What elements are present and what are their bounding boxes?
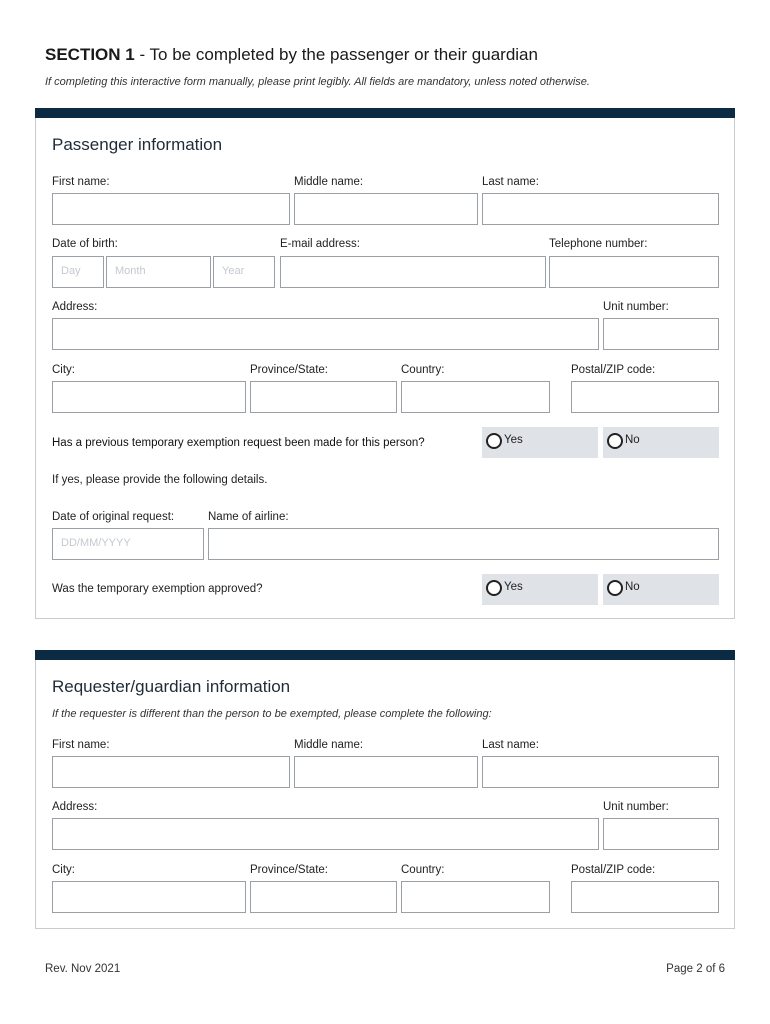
previous-yes-label: Yes (504, 434, 523, 446)
req-country-label: Country: (401, 864, 445, 876)
req-last-name-label: Last name: (482, 739, 539, 751)
req-province-field[interactable] (250, 881, 397, 913)
address-label: Address: (52, 301, 98, 313)
first-name-label: First name: (52, 176, 110, 188)
radio-circle-icon[interactable] (607, 433, 623, 449)
approved-no-label: No (625, 581, 640, 593)
province-field[interactable] (250, 381, 397, 413)
original-date-label: Date of original request: (52, 511, 175, 523)
dob-day-placeholder: Day (61, 265, 81, 277)
req-city-field[interactable] (52, 881, 246, 913)
previous-no-label: No (625, 434, 640, 446)
previous-request-question: Has a previous temporary exemption request been made for this person? (52, 437, 425, 449)
original-date-placeholder: DD/MM/YYYY (61, 537, 131, 549)
city-label: City: (52, 364, 75, 376)
section-heading (45, 45, 538, 65)
req-province-label: Province/State: (250, 864, 328, 876)
dob-day-field[interactable] (52, 256, 104, 288)
req-postal-field[interactable] (571, 881, 719, 913)
dob-month-field[interactable] (106, 256, 211, 288)
middle-name-field[interactable] (294, 193, 478, 225)
section-label: SECTION 1 (45, 45, 135, 64)
approved-yes-option[interactable] (482, 574, 598, 605)
page-number: Page 2 of 6 (666, 963, 725, 975)
passenger-header-bar (35, 108, 735, 118)
section-title: - To be completed by the passenger or their guardian (134, 45, 538, 64)
email-field[interactable] (280, 256, 546, 288)
revision-date: Rev. Nov 2021 (45, 963, 121, 975)
dob-label: Date of birth: (52, 238, 118, 250)
phone-field[interactable] (549, 256, 719, 288)
phone-label: Telephone number: (549, 238, 648, 250)
if-yes-instructions: If yes, please provide the following details. (52, 474, 268, 486)
req-address-field[interactable] (52, 818, 599, 850)
country-label: Country: (401, 364, 445, 376)
unit-label: Unit number: (603, 301, 669, 313)
req-country-field[interactable] (401, 881, 550, 913)
dob-year-placeholder: Year (222, 265, 245, 277)
approved-question: Was the temporary exemption approved? (52, 583, 263, 595)
requester-note: If the requester is different than the person to be exempted, please complete the following: (52, 708, 492, 720)
airline-label: Name of airline: (208, 511, 289, 523)
last-name-label: Last name: (482, 176, 539, 188)
approved-yes-label: Yes (504, 581, 523, 593)
req-last-name-field[interactable] (482, 756, 719, 788)
country-field[interactable] (401, 381, 550, 413)
last-name-field[interactable] (482, 193, 719, 225)
form-instructions: If completing this interactive form manually, please print legibly. All fields are mandatory, unless noted otherwise. (45, 76, 590, 88)
radio-circle-icon[interactable] (486, 433, 502, 449)
radio-circle-icon[interactable] (486, 580, 502, 596)
postal-field[interactable] (571, 381, 719, 413)
middle-name-label: Middle name: (294, 176, 364, 188)
req-city-label: City: (52, 864, 75, 876)
req-unit-field[interactable] (603, 818, 719, 850)
postal-label: Postal/ZIP code: (571, 364, 656, 376)
dob-month-placeholder: Month (115, 265, 146, 277)
province-label: Province/State: (250, 364, 328, 376)
req-first-name-label: First name: (52, 739, 110, 751)
airline-field[interactable] (208, 528, 719, 560)
city-field[interactable] (52, 381, 246, 413)
unit-field[interactable] (603, 318, 719, 350)
dob-year-field[interactable] (213, 256, 275, 288)
requester-header-bar (35, 650, 735, 660)
radio-circle-icon[interactable] (607, 580, 623, 596)
first-name-field[interactable] (52, 193, 290, 225)
req-first-name-field[interactable] (52, 756, 290, 788)
email-label: E-mail address: (280, 238, 360, 250)
previous-no-option[interactable] (603, 427, 719, 458)
previous-yes-option[interactable] (482, 427, 598, 458)
req-postal-label: Postal/ZIP code: (571, 864, 656, 876)
address-field[interactable] (52, 318, 599, 350)
approved-no-option[interactable] (603, 574, 719, 605)
req-middle-name-field[interactable] (294, 756, 478, 788)
original-date-field[interactable] (52, 528, 204, 560)
req-address-label: Address: (52, 801, 98, 813)
requester-section-title: Requester/guardian information (52, 677, 291, 696)
req-middle-name-label: Middle name: (294, 739, 364, 751)
passenger-section-title: Passenger information (52, 135, 223, 154)
req-unit-label: Unit number: (603, 801, 669, 813)
